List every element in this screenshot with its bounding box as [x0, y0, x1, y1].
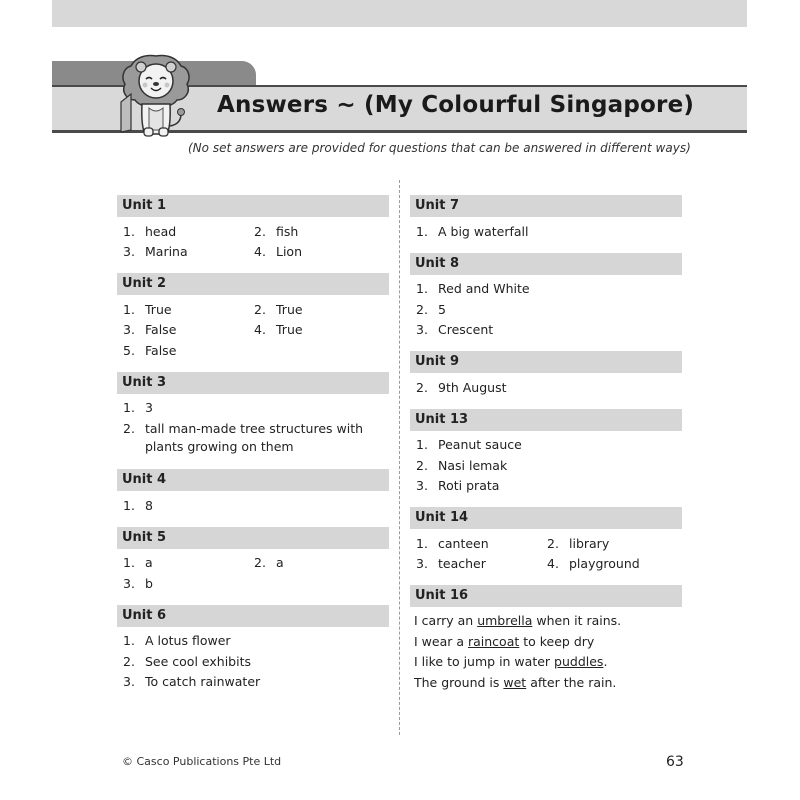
answer-row	[117, 631, 389, 652]
unit-heading: Unit 4	[117, 469, 389, 491]
unit-heading: Unit 14	[410, 507, 682, 529]
unit-heading: Unit 16	[410, 585, 682, 607]
answer-row	[410, 377, 682, 398]
answer-text: True	[276, 301, 303, 317]
unit-heading: Unit 8	[410, 253, 682, 275]
answer-row	[117, 221, 389, 242]
answer-text: Roti prata	[438, 478, 500, 494]
answer-number: 1.	[123, 497, 135, 513]
answer-number: 1.	[123, 555, 135, 571]
unit-heading: Unit 13	[410, 409, 682, 431]
unit-16	[410, 585, 682, 693]
answer-row	[410, 299, 682, 320]
answer-number: 3.	[123, 322, 135, 338]
unit-8	[410, 253, 682, 341]
underlined-answer: raincoat	[467, 633, 520, 649]
answer-number: 2.	[254, 555, 266, 571]
answer-number: 3.	[123, 575, 135, 591]
answer-number: 2.	[123, 653, 135, 669]
answer-row	[410, 221, 682, 242]
answer-text: To catch rainwater	[145, 674, 261, 690]
top-bar	[52, 0, 747, 27]
answer-row	[117, 299, 389, 320]
left-column	[117, 195, 389, 703]
answer-text: 5	[438, 301, 446, 317]
answer-text: False	[145, 322, 177, 338]
answer-text: 3	[145, 400, 153, 416]
unit-3	[117, 372, 389, 459]
answer-text: a	[276, 555, 284, 571]
unit-2	[117, 273, 389, 361]
unit-9	[410, 351, 682, 398]
answer-row	[410, 435, 682, 456]
column-divider	[399, 180, 400, 735]
answer-number: 1.	[123, 400, 135, 416]
unit-heading: Unit 5	[117, 527, 389, 549]
answer-text: fish	[276, 223, 299, 239]
unit-14	[410, 507, 682, 574]
answer-number: 2.	[254, 223, 266, 239]
page-subtitle: (No set answers are provided for questions that can be answered in different ways)	[188, 141, 691, 155]
answer-text: False	[145, 342, 177, 358]
answer-text: Peanut sauce	[438, 437, 522, 453]
answer-row	[117, 573, 389, 594]
unit-4	[117, 469, 389, 516]
answer-text: tall man-made tree structures with plants growing on them	[145, 421, 364, 454]
underlined-answer: umbrella	[477, 613, 533, 628]
answer-number: 3.	[123, 674, 135, 690]
underlined-answer: wet	[503, 674, 527, 690]
answer-text: A big waterfall	[438, 223, 529, 239]
answer-sentence: I wear a raincoat to keep dry	[414, 633, 595, 649]
answer-number: 5.	[123, 342, 135, 358]
answer-number: 2.	[416, 457, 428, 473]
answer-row	[410, 320, 682, 341]
answer-row	[410, 279, 682, 300]
answer-number: 1.	[416, 437, 428, 453]
answer-number: 1.	[123, 223, 135, 239]
unit-heading: Unit 2	[117, 273, 389, 295]
answer-row	[117, 651, 389, 672]
answer-text: Red and White	[438, 281, 530, 297]
answer-text: canteen	[438, 535, 489, 551]
answer-number: 4.	[547, 556, 559, 572]
unit-7	[410, 195, 682, 242]
answer-number: 3.	[416, 556, 428, 572]
answer-row	[410, 554, 682, 575]
unit-heading: Unit 6	[117, 605, 389, 627]
answer-text: See cool exhibits	[145, 653, 251, 669]
answer-text: Marina	[145, 244, 188, 260]
answer-text: 8	[145, 497, 153, 513]
answer-row	[410, 533, 682, 554]
answer-text: A lotus flower	[145, 633, 231, 649]
answer-number: 3.	[123, 244, 135, 260]
answer-number: 2.	[123, 421, 135, 436]
answer-row	[410, 476, 682, 497]
answer-row	[117, 672, 389, 693]
answer-number: 4.	[254, 322, 266, 338]
answer-text: a	[145, 555, 153, 571]
answer-sentence: I like to jump in water puddles.	[414, 654, 608, 669]
answer-number: 1.	[123, 301, 135, 317]
answer-number: 2.	[547, 535, 559, 551]
answer-number: 1.	[416, 535, 428, 551]
answer-text: 9th August	[438, 379, 507, 395]
unit-heading: Unit 7	[410, 195, 682, 217]
answer-number: 1.	[123, 633, 135, 649]
answer-text: Crescent	[438, 322, 494, 338]
answer-number: 1.	[416, 223, 428, 239]
answer-number: 3.	[416, 322, 428, 338]
unit-heading: Unit 1	[117, 195, 389, 217]
answer-row	[117, 495, 389, 516]
answer-text: b	[145, 575, 153, 591]
answer-text: library	[569, 535, 610, 551]
unit-13	[410, 409, 682, 497]
answer-text: Nasi lemak	[438, 457, 508, 473]
unit-6	[117, 605, 389, 693]
copyright-footer: © Casco Publications Pte Ltd	[122, 755, 282, 768]
answer-text: True	[276, 322, 303, 338]
answer-text: Lion	[276, 244, 303, 260]
answer-number: 2.	[416, 301, 428, 317]
answer-text: playground	[569, 556, 640, 572]
unit-heading: Unit 3	[117, 372, 389, 394]
answer-text: head	[145, 223, 177, 239]
answer-row	[117, 340, 389, 361]
answer-number: 1.	[416, 281, 428, 297]
answer-sentence: The ground is wet after the rain.	[414, 674, 617, 690]
answer-number: 3.	[416, 478, 428, 494]
answer-text: True	[145, 301, 172, 317]
answer-row	[117, 553, 389, 574]
answer-sentence: I carry an umbrella when it rains.	[414, 613, 622, 628]
unit-heading: Unit 9	[410, 351, 682, 373]
answer-text: teacher	[438, 556, 486, 572]
unit-1	[117, 195, 389, 262]
right-column	[410, 195, 682, 704]
unit-5	[117, 527, 389, 594]
page-title: Answers ~ (My Colourful Singapore)	[217, 92, 695, 118]
answer-row	[117, 320, 389, 341]
lion-mascot-icon	[115, 50, 197, 140]
underlined-answer: puddles	[554, 654, 604, 669]
answer-row	[117, 398, 389, 419]
answer-row	[410, 455, 682, 476]
answer-row	[117, 242, 389, 263]
answer-number: 2.	[254, 301, 266, 317]
page-number: 63	[666, 754, 684, 770]
answer-number: 2.	[416, 379, 428, 395]
answer-row	[117, 418, 389, 458]
answer-number: 4.	[254, 244, 266, 260]
